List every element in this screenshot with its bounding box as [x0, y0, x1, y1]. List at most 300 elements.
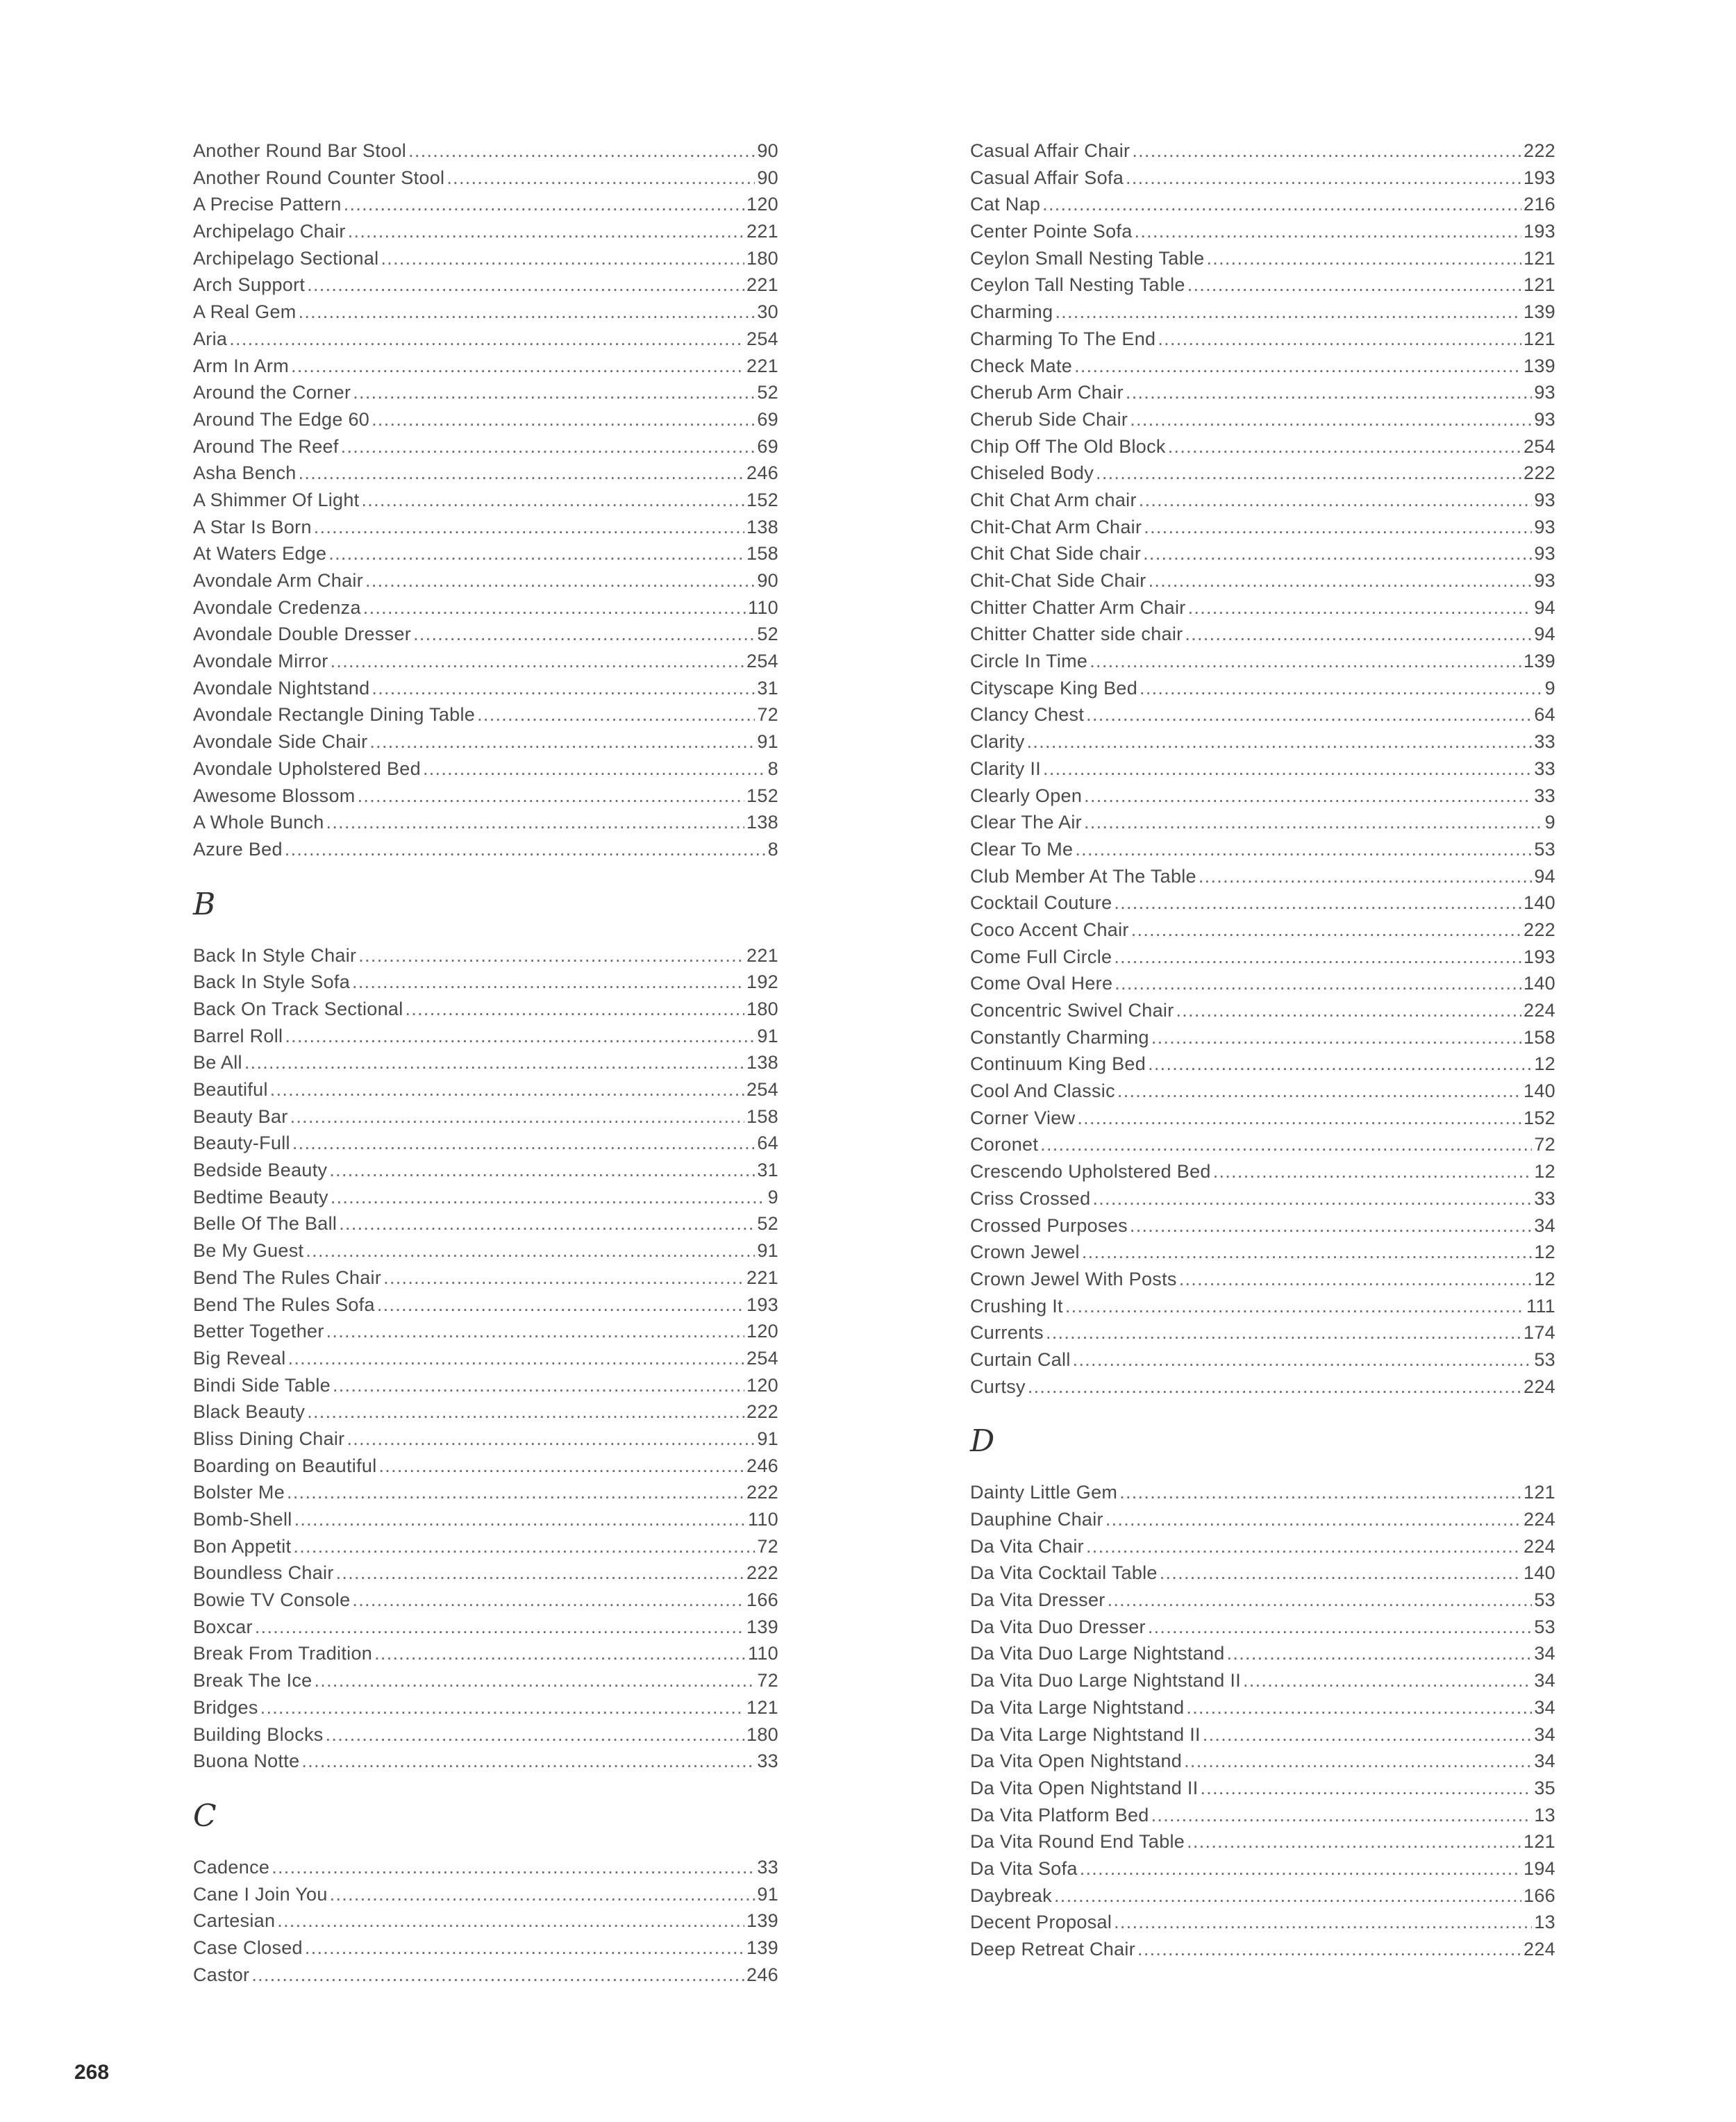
- entry-title: Arch Support: [193, 274, 306, 296]
- entry-page-number: 166: [1524, 1885, 1555, 1906]
- entry-page-number: 152: [1524, 1107, 1555, 1128]
- section-heading-b: B: [193, 886, 216, 922]
- dot-leader: [374, 1640, 746, 1667]
- entry-page-number: 12: [1534, 1268, 1555, 1289]
- index-entry: [193, 701, 778, 728]
- entry-page-number: 254: [746, 1347, 778, 1369]
- entry-title: Chit Chat Side chair: [970, 543, 1142, 565]
- index-entry: [970, 1266, 1555, 1293]
- entry-page-number: 254: [746, 651, 778, 672]
- entry-page-number: 120: [746, 194, 778, 215]
- entry-page-number: 138: [746, 812, 778, 833]
- entry-title: Better Together: [193, 1321, 324, 1342]
- entry-page-number: 140: [1524, 1080, 1555, 1102]
- entry-page-number: 52: [757, 624, 778, 645]
- dot-leader: [292, 1130, 756, 1157]
- entry-title: Crown Jewel With Posts: [970, 1268, 1177, 1289]
- entry-title: Da Vita Dresser: [970, 1589, 1105, 1611]
- index-entry: [970, 1131, 1555, 1158]
- dot-leader: [339, 1210, 755, 1237]
- entry-title: Another Round Counter Stool: [193, 167, 445, 188]
- entry-page-number: 90: [757, 140, 778, 161]
- index-entry: [193, 942, 778, 969]
- dot-leader: [251, 1962, 744, 1989]
- entry-title: Curtsy: [970, 1376, 1026, 1397]
- entry-page-number: 224: [1524, 1939, 1555, 1960]
- dot-leader: [1143, 540, 1532, 567]
- dot-leader: [1040, 1131, 1532, 1158]
- index-entry: [970, 1373, 1555, 1401]
- dot-leader: [331, 648, 744, 675]
- entry-title: A Real Gem: [193, 301, 297, 323]
- index-entry: [193, 1587, 778, 1614]
- dot-leader: [1046, 1319, 1521, 1346]
- entry-title: Daybreak: [970, 1885, 1052, 1906]
- entry-title: Cocktail Couture: [970, 892, 1112, 914]
- entry-page-number: 139: [746, 1937, 778, 1958]
- index-entry: [193, 648, 778, 675]
- index-entry: [193, 1506, 778, 1533]
- dot-leader: [305, 1935, 744, 1962]
- index-entry: [193, 1426, 778, 1453]
- entry-title: Avondale Arm Chair: [193, 570, 364, 591]
- entry-page-number: 174: [1524, 1322, 1555, 1344]
- entry-page-number: 8: [767, 838, 778, 860]
- entry-page-number: 72: [757, 1670, 778, 1691]
- dot-leader: [381, 245, 744, 272]
- entry-page-number: 91: [757, 1428, 778, 1449]
- entry-title: Back In Style Chair: [193, 944, 357, 966]
- index-column-right: [970, 137, 1555, 1963]
- dot-leader: [331, 1184, 766, 1211]
- entry-title: Da Vita Open Nightstand: [970, 1751, 1183, 1772]
- entry-title: Da Vita Duo Dresser: [970, 1616, 1146, 1637]
- dot-leader: [1148, 1614, 1533, 1641]
- dot-leader: [408, 137, 755, 165]
- entry-page-number: 33: [1534, 785, 1555, 806]
- dot-leader: [406, 996, 745, 1023]
- index-entry: [970, 1105, 1555, 1132]
- entry-page-number: 53: [1534, 838, 1555, 860]
- index-entry: [193, 271, 778, 299]
- entry-page-number: 254: [746, 328, 778, 349]
- index-entry: [193, 1318, 778, 1345]
- entry-title: Da Vita Duo Large Nightstand: [970, 1643, 1225, 1664]
- entry-page-number: 139: [1524, 651, 1555, 672]
- entry-title: Avondale Rectangle Dining Table: [193, 704, 476, 726]
- entry-page-number: 9: [1544, 677, 1555, 699]
- dot-leader: [1114, 1909, 1532, 1936]
- entry-page-number: 193: [746, 1294, 778, 1315]
- dot-leader: [1028, 1373, 1521, 1401]
- dot-leader: [330, 1881, 756, 1908]
- dot-leader: [1055, 299, 1521, 326]
- dot-leader: [383, 1264, 744, 1292]
- dot-leader: [299, 299, 756, 326]
- dot-leader: [358, 942, 744, 969]
- entry-page-number: 246: [746, 1455, 778, 1476]
- entry-title: Clarity II: [970, 758, 1042, 779]
- index-entry: [970, 675, 1555, 702]
- index-entry: [193, 1184, 778, 1211]
- dot-leader: [1184, 1748, 1532, 1775]
- entry-title: Casual Affair Sofa: [970, 167, 1124, 188]
- entry-title: Avondale Upholstered Bed: [193, 758, 421, 779]
- entry-page-number: 121: [1524, 328, 1555, 349]
- index-entry: [970, 836, 1555, 863]
- index-entry: [193, 1935, 778, 1962]
- dot-leader: [1043, 755, 1532, 783]
- dot-leader: [1117, 1078, 1521, 1105]
- entry-page-number: 111: [1526, 1295, 1555, 1317]
- entry-page-number: 34: [1534, 1723, 1555, 1745]
- entry-title: Da Vita Cocktail Table: [970, 1562, 1158, 1584]
- entry-page-number: 34: [1534, 1643, 1555, 1664]
- dot-leader: [255, 1614, 744, 1641]
- entry-title: Clear To Me: [970, 838, 1074, 860]
- entry-title: Da Vita Duo Large Nightstand II: [970, 1670, 1242, 1691]
- entry-title: Boxcar: [193, 1616, 253, 1637]
- entry-title: Be My Guest: [193, 1240, 304, 1262]
- index-entry: [970, 406, 1555, 433]
- index-entry: [970, 648, 1555, 675]
- dot-leader: [277, 1907, 744, 1935]
- index-entry: [970, 1882, 1555, 1910]
- entry-title: Bon Appetit: [193, 1535, 292, 1557]
- index-group-c-continued: [970, 137, 1555, 1400]
- index-entry: [970, 1667, 1555, 1694]
- entry-page-number: 91: [757, 1883, 778, 1905]
- dot-leader: [1114, 944, 1521, 971]
- dot-leader: [1203, 1721, 1533, 1748]
- entry-title: A Shimmer Of Light: [193, 489, 360, 510]
- dot-leader: [336, 1560, 744, 1587]
- entry-page-number: 72: [757, 704, 778, 726]
- index-entry: [970, 191, 1555, 218]
- index-entry: [193, 299, 778, 326]
- dot-leader: [1086, 701, 1532, 728]
- entry-page-number: 222: [746, 1401, 778, 1423]
- dot-leader: [1132, 137, 1521, 165]
- entry-title: Avondale Nightstand: [193, 677, 370, 699]
- entry-title: Case Closed: [193, 1937, 303, 1958]
- dot-leader: [1227, 1640, 1533, 1667]
- entry-page-number: 91: [757, 1240, 778, 1262]
- entry-title: Ceylon Small Nesting Table: [970, 247, 1205, 269]
- dot-leader: [1027, 728, 1533, 755]
- dot-leader: [229, 326, 744, 353]
- entry-page-number: 192: [746, 971, 778, 993]
- entry-page-number: 216: [1524, 194, 1555, 215]
- index-entry: [970, 889, 1555, 917]
- dot-leader: [290, 1103, 744, 1130]
- index-entry: [970, 1051, 1555, 1078]
- entry-page-number: 93: [1534, 516, 1555, 537]
- dot-leader: [329, 1157, 755, 1184]
- index-entry: [193, 1614, 778, 1641]
- dot-leader: [1054, 1882, 1521, 1910]
- entry-title: Bedside Beauty: [193, 1160, 328, 1181]
- entry-title: Chiseled Body: [970, 462, 1094, 484]
- index-entry: [970, 1239, 1555, 1266]
- index-entry: [970, 701, 1555, 728]
- index-entry: [970, 1802, 1555, 1829]
- entry-page-number: 9: [1544, 812, 1555, 833]
- entry-title: Avondale Credenza: [193, 596, 361, 618]
- dot-leader: [1090, 648, 1521, 675]
- entry-page-number: 94: [1534, 624, 1555, 645]
- entry-page-number: 64: [757, 1133, 778, 1154]
- index-entry: [970, 997, 1555, 1024]
- entry-page-number: 12: [1534, 1242, 1555, 1263]
- dot-leader: [1160, 1560, 1521, 1587]
- entry-page-number: 224: [1524, 1509, 1555, 1530]
- entry-page-number: 221: [746, 274, 778, 296]
- dot-leader: [328, 540, 744, 567]
- dot-leader: [1168, 433, 1521, 460]
- entry-title: Clearly Open: [970, 785, 1083, 806]
- entry-title: Beauty-Full: [193, 1133, 290, 1154]
- entry-page-number: 34: [1534, 1696, 1555, 1718]
- entry-title: Beautiful: [193, 1079, 268, 1100]
- entry-title: Be All: [193, 1052, 242, 1073]
- entry-page-number: 52: [757, 382, 778, 403]
- entry-title: Bend The Rules Chair: [193, 1267, 382, 1288]
- entry-page-number: 121: [1524, 1831, 1555, 1853]
- entry-title: Chit-Chat Arm Chair: [970, 516, 1142, 537]
- entry-title: Bomb-Shell: [193, 1509, 292, 1530]
- dot-leader: [1187, 271, 1521, 299]
- entry-title: Cane I Join You: [193, 1883, 328, 1905]
- index-entry: [193, 433, 778, 460]
- entry-title: Ceylon Tall Nesting Table: [970, 274, 1185, 296]
- index-entry: [970, 1748, 1555, 1775]
- entry-page-number: 31: [757, 1160, 778, 1181]
- dot-leader: [1135, 218, 1522, 245]
- entry-title: Bindi Side Table: [193, 1374, 331, 1396]
- dot-leader: [307, 271, 744, 299]
- entry-page-number: 158: [746, 543, 778, 565]
- index-entry: [970, 1614, 1555, 1641]
- entry-page-number: 91: [757, 731, 778, 753]
- index-group-b: [193, 942, 778, 1775]
- index-entry: [970, 728, 1555, 755]
- entry-page-number: 221: [746, 355, 778, 376]
- dot-leader: [244, 1049, 744, 1076]
- index-entry: [193, 1372, 778, 1399]
- dot-leader: [260, 1694, 744, 1721]
- entry-page-number: 110: [748, 1643, 778, 1664]
- index-entry: [193, 326, 778, 353]
- entry-page-number: 222: [1524, 919, 1555, 940]
- index-entry: [970, 326, 1555, 353]
- entry-page-number: 121: [1524, 247, 1555, 269]
- page-number: 268: [74, 2061, 110, 2084]
- entry-title: Chitter Chatter Arm Chair: [970, 596, 1186, 618]
- entry-title: Azure Bed: [193, 838, 283, 860]
- entry-page-number: 31: [757, 677, 778, 699]
- index-entry: [193, 1907, 778, 1935]
- index-group-c: [193, 1854, 778, 1988]
- entry-title: Cherub Side Chair: [970, 408, 1128, 430]
- entry-page-number: 221: [746, 944, 778, 966]
- index-entry: [970, 1721, 1555, 1748]
- index-entry: [970, 1533, 1555, 1560]
- entry-title: Corner View: [970, 1107, 1076, 1128]
- index-entry: [193, 353, 778, 380]
- dot-leader: [1186, 1694, 1532, 1721]
- index-entry: [970, 1506, 1555, 1533]
- entry-title: Avondale Double Dresser: [193, 624, 412, 645]
- entry-page-number: 180: [746, 247, 778, 269]
- entry-page-number: 166: [746, 1589, 778, 1611]
- entry-page-number: 120: [746, 1374, 778, 1396]
- index-entry: [193, 1157, 778, 1184]
- entry-page-number: 224: [1524, 1376, 1555, 1397]
- index-entry: [193, 1479, 778, 1506]
- entry-title: Bliss Dining Chair: [193, 1428, 345, 1449]
- entry-page-number: 91: [757, 1025, 778, 1046]
- dot-leader: [1201, 1775, 1533, 1802]
- entry-page-number: 221: [746, 221, 778, 242]
- entry-page-number: 9: [767, 1186, 778, 1208]
- dot-leader: [326, 1318, 744, 1345]
- index-entry: [193, 218, 778, 245]
- entry-page-number: 90: [757, 167, 778, 188]
- entry-title: Cityscape King Bed: [970, 677, 1138, 699]
- entry-page-number: 224: [1524, 1535, 1555, 1557]
- dot-leader: [314, 514, 744, 541]
- index-entry: [193, 996, 778, 1023]
- entry-page-number: 180: [746, 998, 778, 1019]
- index-entry: [193, 1453, 778, 1480]
- index-entry: [193, 1881, 778, 1908]
- dot-leader: [1082, 1239, 1533, 1266]
- entry-title: Arm In Arm: [193, 355, 290, 376]
- entry-page-number: 69: [757, 435, 778, 457]
- index-entry: [970, 218, 1555, 245]
- entry-title: Currents: [970, 1322, 1044, 1344]
- entry-page-number: 193: [1524, 167, 1555, 188]
- dot-leader: [362, 487, 745, 514]
- entry-page-number: 222: [1524, 140, 1555, 161]
- dot-leader: [1108, 1587, 1533, 1614]
- dot-leader: [1080, 1855, 1521, 1882]
- index-entry: [970, 944, 1555, 971]
- entry-title: Dauphine Chair: [970, 1509, 1103, 1530]
- index-entry: [193, 1533, 778, 1560]
- dot-leader: [333, 1372, 744, 1399]
- index-entry: [970, 353, 1555, 380]
- entry-title: Break The Ice: [193, 1670, 312, 1691]
- index-entry: [193, 969, 778, 996]
- entry-page-number: 138: [746, 1052, 778, 1073]
- index-entry: [193, 755, 778, 783]
- entry-page-number: 222: [746, 1562, 778, 1584]
- index-entry: [970, 863, 1555, 890]
- entry-title: Cherub Arm Chair: [970, 382, 1124, 403]
- entry-page-number: 158: [1524, 1026, 1555, 1048]
- entry-title: Check Mate: [970, 355, 1073, 376]
- dot-leader: [1151, 1802, 1533, 1829]
- index-entry: [193, 165, 778, 192]
- entry-title: Barrel Roll: [193, 1025, 283, 1046]
- dot-leader: [477, 701, 755, 728]
- entry-page-number: 93: [1534, 382, 1555, 403]
- dot-leader: [285, 1023, 755, 1050]
- dot-leader: [315, 1667, 756, 1694]
- index-entry: [970, 1828, 1555, 1855]
- index-entry: [970, 1560, 1555, 1587]
- index-entry: [193, 1560, 778, 1587]
- dot-leader: [413, 621, 755, 648]
- entry-title: Da Vita Large Nightstand: [970, 1696, 1185, 1718]
- entry-title: Come Full Circle: [970, 946, 1112, 967]
- entry-title: Cadence: [193, 1856, 270, 1878]
- entry-page-number: 139: [1524, 355, 1555, 376]
- entry-title: Clancy Chest: [970, 704, 1085, 726]
- index-entry: [970, 1479, 1555, 1506]
- dot-leader: [1105, 1506, 1521, 1533]
- entry-title: At Waters Edge: [193, 543, 327, 565]
- entry-page-number: 93: [1534, 543, 1555, 565]
- dot-leader: [293, 1533, 755, 1560]
- index-entry: [970, 433, 1555, 460]
- index-entry: [193, 1640, 778, 1667]
- index-entry: [193, 1103, 778, 1130]
- entry-page-number: 33: [757, 1751, 778, 1772]
- dot-leader: [1131, 917, 1521, 944]
- dot-leader: [1115, 970, 1521, 997]
- index-entry: [970, 783, 1555, 810]
- dot-leader: [1188, 594, 1533, 621]
- entry-page-number: 140: [1524, 892, 1555, 914]
- entry-page-number: 34: [1534, 1670, 1555, 1691]
- entry-title: A Whole Bunch: [193, 812, 324, 833]
- entry-title: Crushing It: [970, 1295, 1063, 1317]
- index-group-d: [970, 1479, 1555, 1962]
- dot-leader: [1140, 675, 1543, 702]
- entry-title: Aria: [193, 328, 228, 349]
- entry-page-number: 72: [1534, 1134, 1555, 1155]
- index-entry: [193, 1076, 778, 1103]
- dot-leader: [348, 218, 744, 245]
- index-entry: [970, 514, 1555, 541]
- index-entry: [193, 191, 778, 218]
- index-entry: [193, 836, 778, 863]
- dot-leader: [306, 1237, 755, 1264]
- dot-leader: [1199, 863, 1532, 890]
- index-entry: [193, 1130, 778, 1157]
- entry-title: Chit Chat Arm chair: [970, 489, 1137, 510]
- dot-leader: [1243, 1667, 1532, 1694]
- entry-page-number: 30: [757, 301, 778, 323]
- dot-leader: [1213, 1158, 1533, 1185]
- entry-page-number: 180: [746, 1723, 778, 1745]
- index-entry: [193, 1398, 778, 1426]
- dot-leader: [369, 728, 755, 755]
- entry-page-number: 33: [1534, 758, 1555, 779]
- section-heading-c: C: [193, 1798, 217, 1834]
- entry-title: Criss Crossed: [970, 1187, 1091, 1209]
- index-entry: [970, 460, 1555, 487]
- entry-title: Big Reveal: [193, 1347, 286, 1369]
- entry-title: Bedtime Beauty: [193, 1186, 328, 1208]
- index-entry: [970, 809, 1555, 836]
- entry-title: Coco Accent Chair: [970, 919, 1129, 940]
- index-entry: [193, 1854, 778, 1881]
- dot-leader: [379, 1453, 745, 1480]
